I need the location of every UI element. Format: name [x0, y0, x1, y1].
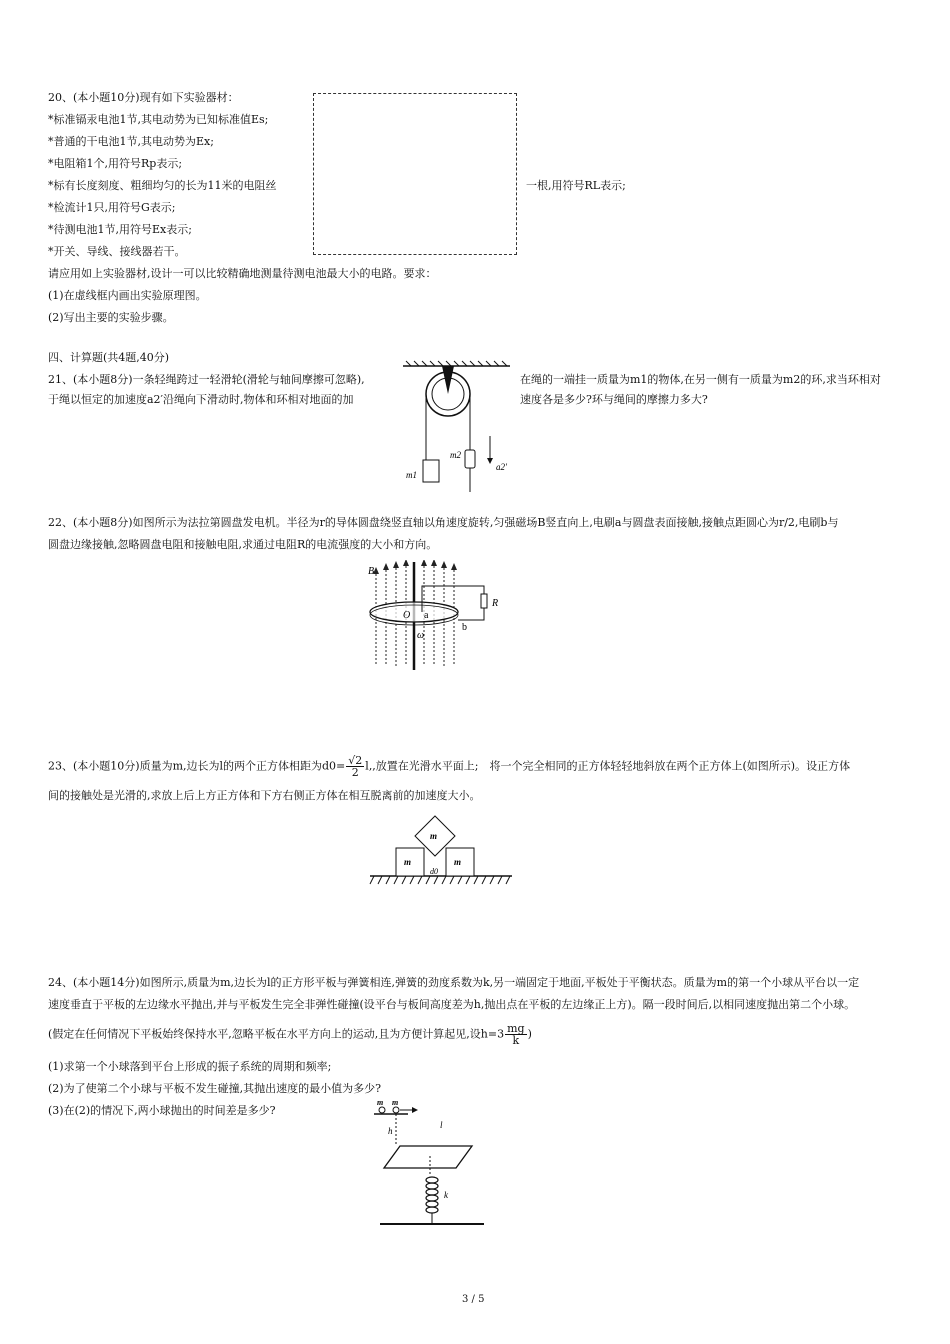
q21-line: 于绳以恒定的加速度a2′沿绳向下滑动时,物体和环相对地面的加: [48, 393, 354, 406]
q24-text: ): [527, 1027, 532, 1041]
frac-num: √2: [348, 754, 363, 767]
label-h: h: [388, 1126, 393, 1136]
frac-num: mg: [507, 1022, 525, 1035]
q20-request: 请应用如上实验器材,设计一可以比较精确地测量待测电池最大小的电路。要求：: [48, 267, 437, 280]
label-B: B: [368, 566, 375, 577]
q20-item: *检流计1只,用符号G表示;: [48, 201, 176, 214]
q23-text: 23、(本小题10分)质量为m,边长为l的两个正方体相距为d0=: [48, 759, 346, 773]
q20-item: *待测电池1节,用符号Ex表示;: [48, 223, 192, 236]
spring: [426, 1177, 438, 1213]
q23-line2: 间的接触处是光滑的,求放上后上方正方体和下方右侧正方体在相互脱离前的加速度大小。: [48, 789, 481, 802]
label-m: m: [430, 831, 438, 841]
mass-m1-block: [423, 460, 439, 482]
label-m: m: [377, 1100, 384, 1107]
label-b: b: [462, 622, 467, 633]
label-m: m: [392, 1100, 399, 1107]
square-plate: [384, 1146, 472, 1168]
label-d0: d0: [430, 867, 438, 876]
cubes-figure: [366, 812, 516, 888]
q24-text: (假定在任何情况下平板始终保持水平,忽略平板在水平方向上的运动,且为方便计算起见,设h=3: [48, 1027, 505, 1041]
label-a: a: [424, 610, 429, 621]
label-l: l: [440, 1120, 443, 1130]
q24-sub: (1)求第一个小球落到平台上形成的振子系统的周期和频率;: [48, 1060, 332, 1073]
fraction: [505, 1023, 526, 1046]
q21-line: 在绳的一端挂一质量为m1的物体,在另一侧有一质量为m2的环,求当环相对: [520, 373, 881, 386]
label-O: O: [403, 610, 411, 621]
resistor-R: [481, 594, 487, 608]
label-m2: m2: [450, 450, 461, 460]
section-heading: 四、计算题(共4题,40分): [48, 351, 170, 364]
q20-item: *电阻箱1个,用符号Rp表示;: [48, 157, 183, 170]
label-a2: a2′: [496, 462, 507, 472]
q24-line3: [48, 1023, 532, 1046]
label-omega: ω: [417, 630, 425, 641]
dashed-answer-box: [313, 93, 517, 255]
q22-line: 22、(本小题8分)如图所示为法拉第圆盘发电机。半径为r的导体圆盘绕竖直轴以角速度旋转,匀强磁场B竖直向上,电刷a与圆盘表面接触,接触点距圆心为r/2,电刷b与: [48, 516, 839, 529]
label-m: m: [454, 857, 462, 867]
q20-req2: (2)写出主要的实验步骤。: [48, 311, 174, 324]
q21-line: 21、(本小题8分)一条轻绳跨过一轻滑轮(滑轮与轴间摩擦可忽略),: [48, 373, 365, 386]
q20-item: *标准镉汞电池1节,其电动势为已知标准值Es;: [48, 113, 269, 126]
label-m1: m1: [406, 470, 417, 480]
page-number: 3 / 5: [462, 1294, 485, 1305]
ring-m2: [465, 450, 475, 468]
faraday-disk-figure: [362, 560, 512, 672]
spring-plate-figure: [372, 1100, 488, 1230]
q24-sub: (3)在(2)的情况下,两小球抛出的时间差是多少?: [48, 1104, 276, 1117]
q24-line: 速度垂直于平板的左边缘水平抛出,并与平板发生完全非弹性碰撞(设平台与板间高度差为h,抛出点在平板的左边缘正上方)。隔一段时间后,以相同速度抛出第二个小球。: [48, 998, 856, 1011]
label-k: k: [444, 1190, 448, 1200]
q23-line1: [48, 755, 850, 778]
q20-item: *标有长度刻度、粗细均匀的长为11米的电阻丝: [48, 179, 277, 192]
label-m: m: [404, 857, 412, 867]
q20-item: *开关、导线、接线器若干。: [48, 245, 186, 258]
q23-text: l,,放置在光滑水平面上; 将一个完全相同的正方体轻轻地斜放在两个正方体上(如图所示)。设正方体: [365, 759, 851, 773]
q20-item: *普通的干电池1节,其电动势为Ex;: [48, 135, 214, 148]
q21-line: 速度各是多少?环与绳间的摩擦力多大?: [520, 393, 708, 406]
label-R: R: [492, 598, 499, 609]
pulley-figure: [398, 360, 518, 500]
fraction: [346, 755, 364, 778]
q20-item-tail: 一根,用符号RL表示;: [526, 179, 626, 192]
q24-sub: (2)为了使第二个小球与平板不发生碰撞,其抛出速度的最小值为多少?: [48, 1082, 381, 1095]
q24-line: 24、(本小题14分)如图所示,质量为m,边长为l的正方形平板与弹簧相连,弹簧的劲度系数为k,另一端固定于地面,平板处于平衡状态。质量为m的第一个小球从平台以一定: [48, 976, 860, 989]
q22-line: 圆盘边缘接触,忽略圆盘电阻和接触电阻,求通过电阻R的电流强度的大小和方向。: [48, 538, 438, 551]
q20-title: 20、(本小题10分)现有如下实验器材：: [48, 91, 239, 104]
frac-den: 2: [351, 766, 359, 779]
frac-den: k: [512, 1034, 520, 1047]
q20-req1: (1)在虚线框内画出实验原理图。: [48, 289, 207, 302]
